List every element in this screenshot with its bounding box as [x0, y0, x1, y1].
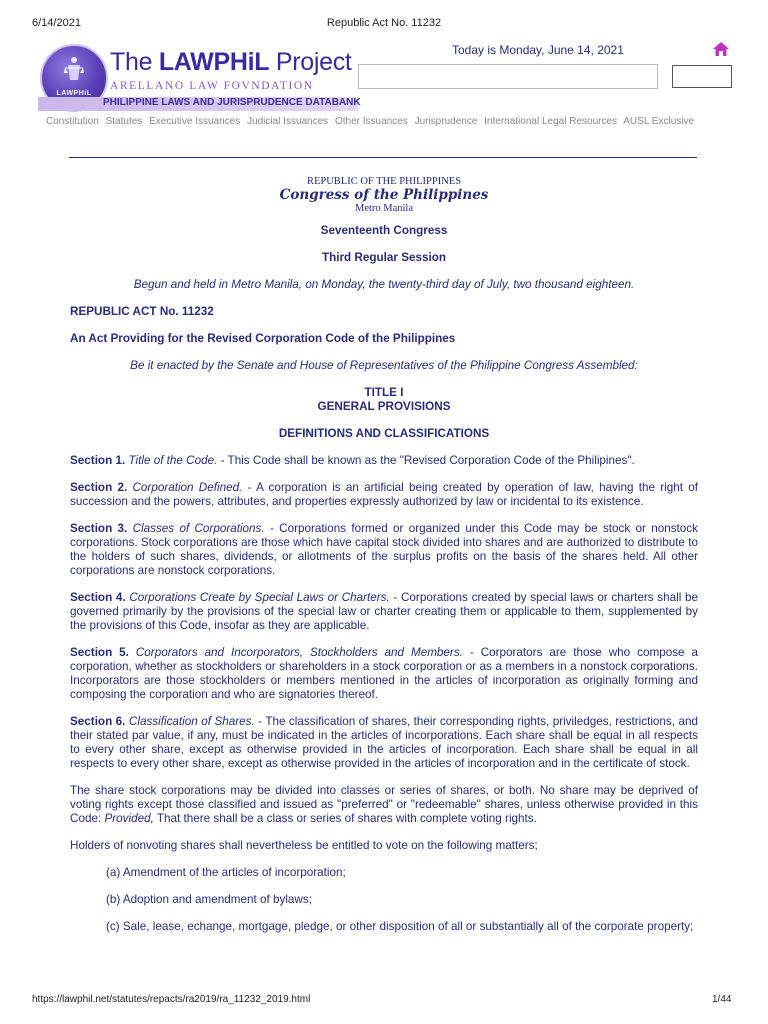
list-item: (c) Sale, lease, echange, mortgage, pledge, or other disposition of all or substantially all of the corporate property; [106, 920, 694, 933]
page-number: 1/44 [712, 994, 732, 1005]
section-3: Section 3. Classes of Corporations. - Corporations formed or organized under this Code may be stock or nonstock corporations. Stock corporations are those which have capital stock divided into shares and are authorized to distribute to the holders of such shares, dividends, or allotments of the surplus profits on the basis of the shares held. All other corporations are nonstock corporations. [70, 522, 698, 577]
section-4: Section 4. Corporations Create by Special Laws or Charters. - Corporations created by special laws or charters shall be governed primarily by the provisions of the special law or charter creating them or applicable to them, supplemented by the provisions of this Code, insofar as they are applicable. [70, 591, 698, 632]
congress-heading: Congress of the Philippines [279, 187, 489, 203]
list-item: (a) Amendment of the articles of incorporation; [106, 866, 346, 879]
chapter-heading: DEFINITIONS AND CLASSIFICATIONS [278, 427, 490, 440]
republic-heading: REPUBLIC OF THE PHILIPPINES [306, 176, 462, 187]
act-number: REPUBLIC ACT No. 11232 [70, 305, 214, 318]
print-url: https://lawphil.net/statutes/repacts/ra2019/ra_11232_2019.html [32, 994, 311, 1005]
begun-statement: Begun and held in Metro Manila, on Monday, the twenty-third day of July, two thousand eighteen. [133, 278, 635, 291]
logo-title: The LAWPHiL Project [110, 48, 352, 76]
print-title: Republic Act No. 11232 [326, 17, 442, 29]
document-body [70, 176, 698, 934]
title-name: GENERAL PROVISIONS [317, 400, 451, 413]
seal-text: LAWPHiL [56, 90, 92, 97]
foundation-name: ARELLANO LAW FOVNDATION [110, 80, 314, 92]
search-button[interactable] [672, 65, 732, 88]
congress-number: Seventeenth Congress [320, 224, 448, 237]
section-1: Section 1. Title of the Code. - This Code shall be known as the "Revised Corporation Code of the Philipines". [70, 454, 635, 467]
nav-executive-issuances[interactable]: Executive Issuances [149, 116, 241, 127]
nav-jurisprudence[interactable]: Jurisprudence [414, 116, 478, 127]
main-nav [46, 116, 698, 127]
search-input[interactable] [358, 64, 658, 89]
session-name: Third Regular Session [321, 251, 447, 264]
databank-label: PHILIPPINE LAWS AND JURISPRUDENCE DATABANK [103, 97, 361, 108]
print-date: 6/14/2021 [32, 17, 81, 29]
today-date: Today is Monday, June 14, 2021 [452, 43, 624, 57]
section-2: Section 2. Corporation Defined. - A corporation is an artificial being created by operation of law, having the right of succession and the powers, attributes, and properties expressly authorized by law or incidental to its existence. [70, 481, 698, 508]
justice-figure-icon [64, 56, 84, 84]
header-divider [69, 157, 697, 158]
home-icon[interactable] [712, 41, 730, 57]
nav-ausl-exclusive[interactable]: AUSL Exclusive [623, 116, 695, 127]
nav-international-legal-resources[interactable]: International Legal Resources [484, 116, 618, 127]
section-6: Section 6. Classification of Shares. - The classification of shares, their corresponding rights, priviledges, restrictions, and their stated par value, if any, must be indicated in the articles of incorporations. Each share shall be equal in all respects to every other share, except as otherwise provided in the articles of incorporation. Each share shall be equal in all respects to every other share, except as otherwise provided in the articles of incorporation and in the certificate of stock. [70, 715, 698, 770]
nav-other-issuances[interactable]: Other Issuances [334, 116, 408, 127]
nonvoting-paragraph: Holders of nonvoting shares shall nevertheless be entitled to vote on the following matters; [70, 839, 538, 852]
enacting-clause: Be it enacted by the Senate and House of Representatives of the Philippine Congress Assembled: [130, 359, 638, 372]
list-item: (b) Adoption and amendment of bylaws; [106, 893, 312, 906]
nav-constitution[interactable]: Constitution [46, 116, 99, 127]
nav-statutes[interactable]: Statutes [105, 116, 143, 127]
nav-judicial-issuances[interactable]: Judicial Issuances [247, 116, 329, 127]
share-classes-paragraph: The share stock corporations may be divided into classes or series of shares, or both. No share may be deprived of voting rights except those classified and issued as "preferred" or "redeemable" shares, unless otherwise provided in this Code: Provided, That there shall be a class or series of shares with complete voting rights. [70, 784, 698, 825]
act-title: An Act Providing for the Revised Corporation Code of the Philippines [70, 332, 456, 345]
title-number: TITLE I [364, 386, 404, 399]
metro-heading: Metro Manila [354, 203, 414, 214]
section-5: Section 5. Corporators and Incorporators, Stockholders and Members. - Corporators are those who compose a corporation, whether as stockholders or shareholders in a stock corporation or as a members in a nonstock corporations. Incorporators are those stockholders or members mentioned in the articles of incorporation as originally forming and composing the corporation and who are signatories thereof. [70, 646, 698, 701]
